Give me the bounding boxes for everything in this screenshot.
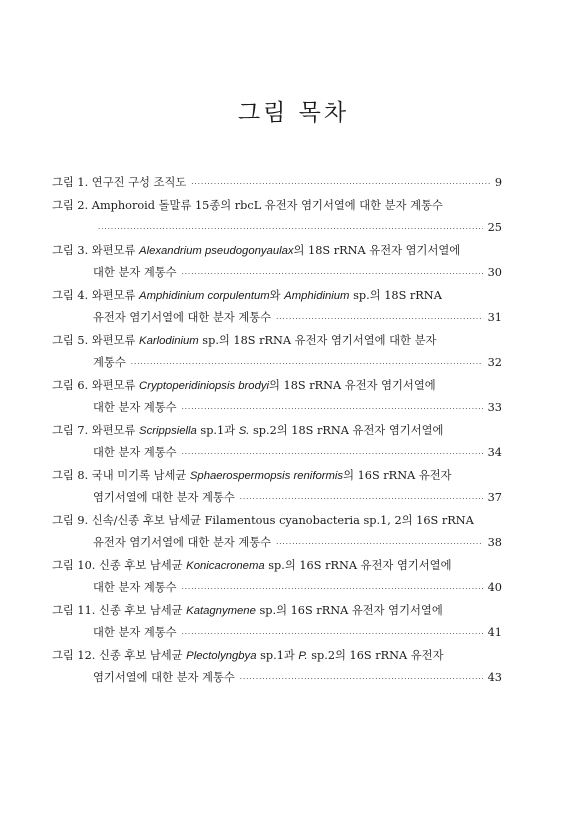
dot-leader bbox=[276, 533, 483, 556]
toc-entry-line bbox=[52, 330, 502, 353]
page-number: 25 bbox=[487, 221, 502, 234]
figure-caption-text: 대한 분자 계통수 bbox=[93, 401, 177, 414]
toc-entry-line bbox=[52, 465, 502, 488]
figure-caption-text: 대한 분자 계통수 bbox=[93, 266, 177, 279]
dot-leader bbox=[182, 623, 483, 646]
figure-number: 그림 3. bbox=[52, 243, 89, 257]
toc-entry-line bbox=[52, 577, 502, 600]
species-name: S. bbox=[238, 424, 250, 437]
toc-entry[interactable] bbox=[52, 375, 502, 420]
species-name: Amphidinium corpulentum bbox=[139, 289, 270, 302]
figure-number: 그림 7. bbox=[52, 423, 89, 437]
toc-entry-line bbox=[52, 622, 502, 645]
toc-entry[interactable] bbox=[52, 285, 502, 330]
dot-leader bbox=[240, 668, 483, 691]
figure-caption-text: 대한 분자 계통수 bbox=[93, 446, 177, 459]
species-name: Scrippsiella bbox=[139, 424, 197, 437]
figure-number: 그림 8. bbox=[52, 468, 89, 482]
figure-caption-text: 와편모류 bbox=[91, 423, 140, 437]
dot-leader bbox=[182, 578, 483, 601]
figure-caption-text: 와편모류 bbox=[91, 288, 140, 302]
species-name: Katagnymene bbox=[186, 604, 256, 617]
species-name: Amphidinium bbox=[284, 289, 350, 302]
figure-caption-text: 신종 후보 남세균 bbox=[98, 603, 187, 617]
figure-caption-text: sp.2의 18S rRNA 유전자 염기서열에 bbox=[249, 423, 444, 437]
figure-number: 그림 11. bbox=[52, 603, 96, 617]
toc-entry-line bbox=[52, 285, 502, 308]
page-number: 32 bbox=[487, 356, 502, 369]
toc-entry-line bbox=[52, 172, 502, 195]
figure-caption-text: 염기서열에 대한 분자 계통수 bbox=[93, 671, 235, 684]
toc-entry-line bbox=[52, 645, 502, 668]
toc-entry-line bbox=[52, 307, 502, 330]
toc-entry-line bbox=[52, 397, 502, 420]
figure-caption-text: sp.의 16S rRNA 유전자 염기서열에 bbox=[255, 603, 443, 617]
page-number: 43 bbox=[487, 671, 502, 684]
figure-caption-text: 의 16S rRNA 유전자 bbox=[343, 468, 452, 482]
toc-entry[interactable] bbox=[52, 330, 502, 375]
dot-leader bbox=[191, 173, 490, 196]
toc-entry-line bbox=[52, 420, 502, 443]
figure-caption-text: 의 18S rRNA 유전자 염기서열에 bbox=[269, 378, 436, 392]
toc-entry-line bbox=[52, 667, 502, 690]
figure-caption-text: 신종 후보 남세균 bbox=[98, 648, 187, 662]
figure-number: 그림 9. bbox=[52, 513, 89, 527]
toc-entry-line bbox=[52, 195, 502, 218]
toc-entry[interactable] bbox=[52, 600, 502, 645]
figure-number: 그림 6. bbox=[52, 378, 89, 392]
figure-caption-text: 국내 미기록 남세균 bbox=[91, 468, 190, 482]
toc-entry[interactable] bbox=[52, 645, 502, 690]
page-title: 그림 목차 bbox=[237, 100, 350, 126]
dot-leader bbox=[98, 218, 483, 241]
figure-number: 그림 2. bbox=[52, 198, 89, 212]
toc-entry-line bbox=[52, 442, 502, 465]
dot-leader bbox=[182, 443, 483, 466]
figure-caption-text: 신종 후보 남세균 bbox=[98, 558, 187, 572]
figure-caption-text: sp.1과 bbox=[256, 648, 299, 662]
toc-entry[interactable] bbox=[52, 240, 502, 285]
toc-entry[interactable] bbox=[52, 555, 502, 600]
page-number: 30 bbox=[487, 266, 502, 279]
species-name: Plectolyngbya bbox=[186, 649, 257, 662]
page-number: 31 bbox=[487, 311, 502, 324]
figure-number: 그림 10. bbox=[52, 558, 96, 572]
page-number: 38 bbox=[487, 536, 502, 549]
figure-caption-text: sp.의 16S rRNA 유전자 염기서열에 bbox=[264, 558, 452, 572]
page-number: 41 bbox=[487, 626, 502, 639]
species-name: Karlodinium bbox=[139, 334, 199, 347]
figure-caption-text: 유전자 염기서열에 대한 분자 계통수 bbox=[93, 536, 272, 549]
species-name: Sphaerospermopsis reniformis bbox=[189, 469, 344, 482]
toc-entry-line bbox=[52, 240, 502, 263]
dot-leader bbox=[240, 488, 483, 511]
species-name: Alexandrium pseudogonyaulax bbox=[139, 244, 294, 257]
figure-caption-text: 연구진 구성 조직도 bbox=[91, 176, 187, 189]
toc-entry[interactable] bbox=[52, 195, 502, 240]
toc-entry[interactable] bbox=[52, 420, 502, 465]
figure-caption-text: 신속/신종 후보 남세균 Filamentous cyanobacteria sp.1, 2의 16S rRNA bbox=[91, 513, 474, 527]
figure-caption-text: 염기서열에 대한 분자 계통수 bbox=[93, 491, 235, 504]
toc-entry-line bbox=[52, 217, 502, 240]
toc-entry[interactable] bbox=[52, 172, 502, 195]
dot-leader bbox=[182, 263, 483, 286]
figure-caption-text: 와편모류 bbox=[91, 333, 140, 347]
toc-entry-line bbox=[52, 555, 502, 578]
figure-caption-text: Amphoroid 돌말류 15종의 rbcL 유전자 염기서열에 대한 분자 계통수 bbox=[91, 198, 443, 212]
figure-caption-text: sp.1과 bbox=[196, 423, 239, 437]
toc-entry-line bbox=[52, 487, 502, 510]
table-of-figures bbox=[52, 172, 502, 690]
figure-caption-text: 계통수 bbox=[93, 356, 126, 369]
toc-entry[interactable] bbox=[52, 510, 502, 555]
figure-number: 그림 12. bbox=[52, 648, 96, 662]
figure-caption-text: 와 bbox=[269, 288, 285, 302]
species-name: Konicacronema bbox=[186, 559, 265, 572]
figure-caption-text: 대한 분자 계통수 bbox=[93, 581, 177, 594]
figure-caption-text: sp.의 18S rRNA bbox=[349, 288, 442, 302]
species-name: Cryptoperidiniopsis brodyi bbox=[139, 379, 270, 392]
figure-caption-text: 유전자 염기서열에 대한 분자 계통수 bbox=[93, 311, 272, 324]
toc-entry-line bbox=[52, 600, 502, 623]
figure-number: 그림 1. bbox=[52, 176, 89, 189]
dot-leader bbox=[182, 398, 483, 421]
dot-leader bbox=[276, 308, 483, 331]
page-number: 34 bbox=[487, 446, 502, 459]
toc-entry-line bbox=[52, 352, 502, 375]
toc-entry-line bbox=[52, 375, 502, 398]
figure-caption-text: 의 18S rRNA 유전자 염기서열에 bbox=[293, 243, 461, 257]
figure-caption-text: 와편모류 bbox=[91, 378, 140, 392]
toc-entry-line bbox=[52, 510, 502, 533]
page-number: 9 bbox=[494, 176, 502, 189]
figure-caption-text: 대한 분자 계통수 bbox=[93, 626, 177, 639]
figure-caption-text: sp.의 18S rRNA 유전자 염기서열에 대한 분자 bbox=[198, 333, 437, 347]
figure-number: 그림 5. bbox=[52, 333, 89, 347]
page-number: 37 bbox=[487, 491, 502, 504]
species-name: P. bbox=[298, 649, 308, 662]
toc-entry-line bbox=[52, 262, 502, 285]
dot-leader bbox=[131, 353, 483, 376]
page-number: 40 bbox=[487, 581, 502, 594]
figure-caption-text: 와편모류 bbox=[91, 243, 140, 257]
page-number: 33 bbox=[487, 401, 502, 414]
toc-entry-line bbox=[52, 532, 502, 555]
figure-caption-text: sp.2의 16S rRNA 유전자 bbox=[307, 648, 444, 662]
toc-entry[interactable] bbox=[52, 465, 502, 510]
figure-number: 그림 4. bbox=[52, 288, 89, 302]
